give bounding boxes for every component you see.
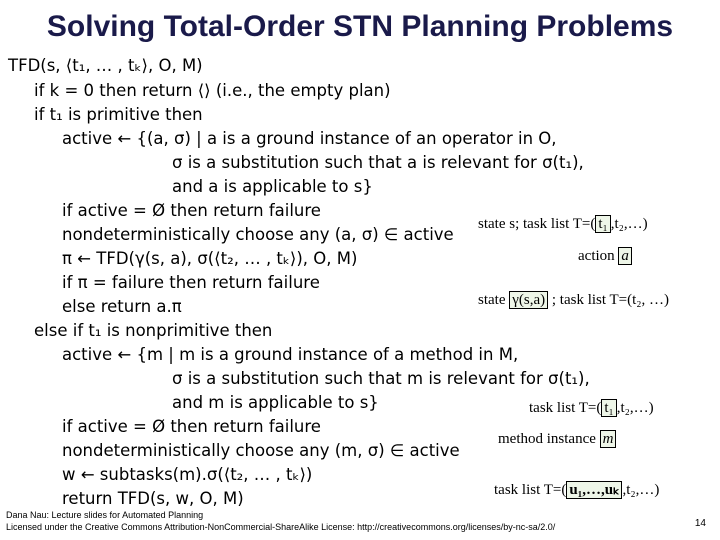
algorithm-line: if k = 0 then return ⟨⟩ (i.e., the empty plan) [34, 81, 391, 100]
slide-title: Solving Total-Order STN Planning Problems [46, 10, 674, 43]
algorithm-line: nondeterministically choose any (m, σ) ∈ active [62, 441, 460, 460]
task-list-text: task list T=( [529, 400, 602, 416]
algorithm-line: and a is applicable to s} [172, 177, 373, 196]
algorithm-line: TFD(s, ⟨t₁, … , tₖ⟩, O, M) [8, 56, 203, 75]
algorithm-line: return TFD(s, w, O, M) [62, 489, 244, 508]
task-t1-box: t₁ [595, 215, 610, 233]
state-text: state s; task list T=( [478, 216, 596, 232]
nonprimitive-task-annotation [529, 400, 654, 417]
algorithm-line: else return a.π [62, 297, 182, 316]
algorithm-line: if t₁ is primitive then [34, 105, 203, 124]
footer-line-1: Dana Nau: Lecture slides for Automated Planning [6, 510, 204, 520]
algorithm-line: else if t₁ is nonprimitive then [34, 321, 273, 340]
state-label: state [478, 292, 510, 308]
algorithm-line: if active = Ø then return failure [62, 417, 321, 436]
sub-task-rest: ,t₂,…) [622, 482, 660, 498]
sub-task-list-text: task list T=( [494, 482, 567, 498]
algorithm-line: active ← {(a, σ) | a is a ground instance of an operator in O, [62, 129, 557, 148]
subtasks-box: u₁,…,uₖ [566, 481, 622, 499]
algorithm-line: if π = failure then return failure [62, 273, 320, 292]
np-task-rest: ,t₂,…) [616, 400, 654, 416]
next-task-list: ; task list T=(t₂, …) [548, 292, 670, 308]
next-state-annotation [478, 292, 669, 309]
algorithm-line: σ is a substitution such that a is relevant for σ(t₁), [172, 153, 584, 172]
subtasks-annotation [494, 480, 659, 499]
gamma-box: γ(s,a) [509, 291, 548, 309]
action-label: action [578, 248, 619, 264]
algorithm-line: nondeterministically choose any (a, σ) ∈ active [62, 225, 454, 244]
algorithm-line: active ← {m | m is a ground instance of a method in M, [62, 345, 519, 364]
action-annotation [578, 248, 632, 265]
task-rest: ,t₂,…) [610, 216, 648, 232]
primitive-state-annotation [478, 216, 648, 233]
algorithm-line: σ is a substitution such that m is relevant for σ(t₁), [172, 369, 590, 388]
footer-credits [6, 509, 555, 533]
algorithm-line: and m is applicable to s} [172, 393, 379, 412]
algorithm-line: if active = Ø then return failure [62, 201, 321, 220]
method-label: method instance [498, 431, 600, 447]
footer-line-2: Licensed under the Creative Commons Attribution-NonCommercial-ShareAlike License: http://creativecommons.org/licenses/by-nc-sa/2.0/ [6, 522, 556, 532]
algorithm-line: w ← subtasks(m).σ(⟨t₂, … , tₖ⟩) [62, 465, 313, 484]
page-number: 14 [694, 518, 706, 529]
algorithm-line: π ← TFD(γ(s, a), σ(⟨t₂, … , tₖ⟩), O, M) [62, 249, 358, 268]
method-annotation [498, 431, 616, 448]
method-m-box: m [600, 430, 617, 448]
action-a-box: a [618, 247, 632, 265]
np-t1-box: t₁ [601, 399, 616, 417]
